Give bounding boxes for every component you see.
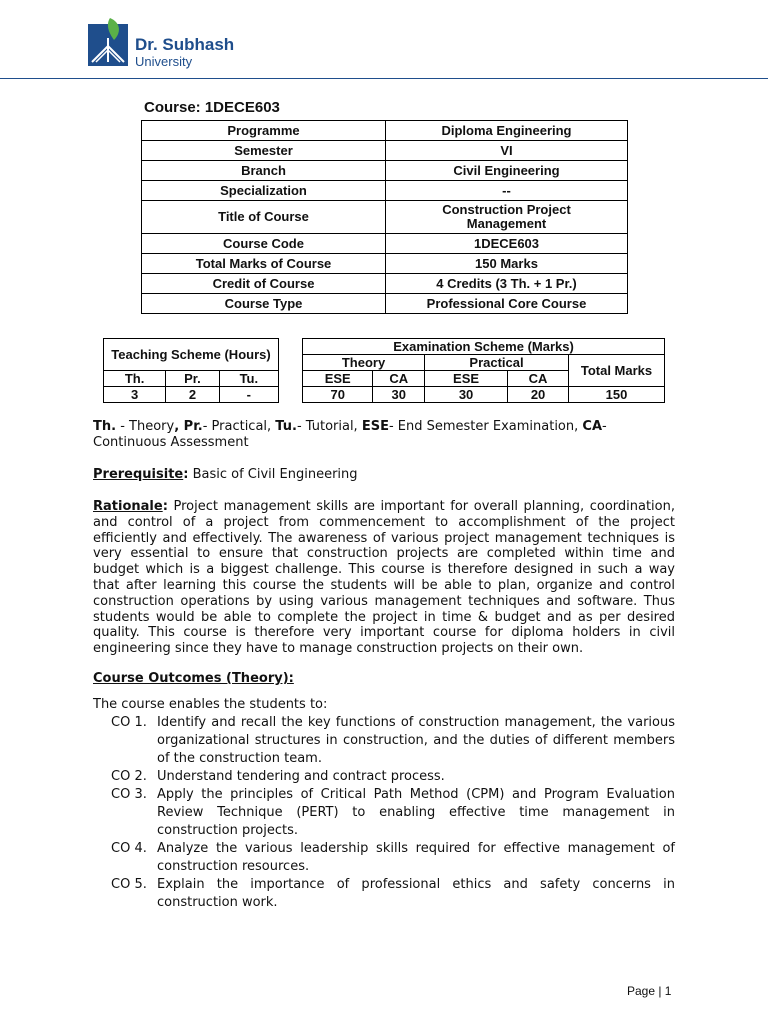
- course-outcome-item: [111, 840, 675, 876]
- abbr-pr-desc: - Practical,: [202, 419, 276, 434]
- course-row: [142, 161, 628, 181]
- abbr-ca-desc: - Continuous Assessment: [93, 419, 607, 450]
- exam-col-theory-ca: CA: [373, 371, 425, 387]
- course-row-label: Title of Course: [142, 201, 386, 234]
- course-outcomes-list: [111, 714, 675, 912]
- course-outcome-text: Explain the importance of professional ethics and safety concerns in construction work.: [157, 877, 675, 910]
- abbr-th: Th.: [93, 419, 117, 434]
- teaching-scheme-table: [103, 338, 279, 403]
- course-row-value: 150 Marks: [386, 254, 628, 274]
- course-row-label: Branch: [142, 161, 386, 181]
- course-row-value: 1DECE603: [386, 234, 628, 254]
- abbr-tu: Tu.: [275, 419, 297, 434]
- abbr-tu-desc: - Tutorial,: [296, 419, 362, 434]
- course-outcome-number: CO 5.: [111, 877, 147, 892]
- course-row: [142, 121, 628, 141]
- course-outcome-text: Understand tendering and contract process.: [157, 769, 445, 784]
- course-outcomes-heading: [93, 671, 675, 687]
- course-row-value: 4 Credits (3 Th. + 1 Pr.): [386, 274, 628, 294]
- exam-col-practical-ca: CA: [508, 371, 569, 387]
- course-row: [142, 201, 628, 234]
- course-outcome-number: CO 2.: [111, 769, 147, 784]
- course-row-value: Civil Engineering: [386, 161, 628, 181]
- exam-practical-heading: Practical: [425, 355, 569, 371]
- exam-val-total: 150: [569, 387, 665, 403]
- abbr-th-desc: - Theory: [116, 419, 175, 434]
- abbr-ca: CA: [582, 419, 603, 434]
- examination-scheme-table: [302, 338, 665, 403]
- exam-val-theory-ca: 30: [373, 387, 425, 403]
- abbr-ese-desc: - End Semester Examination,: [388, 419, 583, 434]
- course-row: [142, 274, 628, 294]
- course-row-value: Construction Project Management: [386, 201, 628, 234]
- university-subtitle: University: [135, 54, 193, 69]
- teaching-col-tu: Tu.: [219, 371, 278, 387]
- course-outcome-item: [111, 714, 675, 768]
- prerequisite-text: Basic of Civil Engineering: [188, 467, 358, 482]
- course-outcome-text: Analyze the various leadership skills required for effective management of construction resources.: [157, 841, 675, 874]
- abbr-ese: ESE: [361, 419, 389, 434]
- course-outcome-number: CO 4.: [111, 841, 147, 856]
- course-row-label: Specialization: [142, 181, 386, 201]
- exam-val-practical-ca: 20: [508, 387, 569, 403]
- page-number: Page | 1: [627, 984, 672, 998]
- exam-scheme-heading: Examination Scheme (Marks): [303, 339, 665, 355]
- teaching-val-th: 3: [104, 387, 166, 403]
- exam-total-heading: Total Marks: [569, 355, 665, 387]
- teaching-scheme-heading: Teaching Scheme (Hours): [104, 339, 279, 371]
- exam-theory-heading: Theory: [303, 355, 425, 371]
- exam-val-practical-ese: 30: [425, 387, 508, 403]
- course-outcomes-intro: The course enables the students to:: [93, 697, 328, 712]
- course-outcome-number: CO 1.: [111, 715, 147, 730]
- course-row-label: Credit of Course: [142, 274, 386, 294]
- course-title: Course: 1DECE603: [144, 99, 280, 116]
- rationale-label: Rationale: [93, 499, 163, 514]
- teaching-col-pr: Pr.: [166, 371, 219, 387]
- course-row-label: Course Type: [142, 294, 386, 314]
- abbr-pr: , Pr.: [174, 419, 203, 434]
- course-row-label: Semester: [142, 141, 386, 161]
- course-outcome-item: [111, 768, 675, 786]
- prerequisite-label: Prerequisite: [93, 467, 184, 482]
- course-details-table: [141, 120, 628, 314]
- course-row: [142, 141, 628, 161]
- rationale-colon: :: [162, 499, 168, 514]
- course-row: [142, 294, 628, 314]
- university-name: Dr. Subhash: [135, 35, 235, 54]
- teaching-val-pr: 2: [166, 387, 219, 403]
- course-row: [142, 181, 628, 201]
- university-logo-icon: [88, 18, 128, 66]
- course-outcome-text: Identify and recall the key functions of construction management, the various organizational structures in construction, and the duties of different members of the construction team.: [157, 715, 675, 766]
- rationale-paragraph: [93, 499, 675, 657]
- prerequisite-colon: :: [183, 467, 189, 482]
- course-outcome-number: CO 3.: [111, 787, 147, 802]
- course-outcomes-title: Course Outcomes (Theory):: [93, 671, 294, 686]
- course-outcome-item: [111, 876, 675, 912]
- teaching-col-th: Th.: [104, 371, 166, 387]
- course-row-value: VI: [386, 141, 628, 161]
- exam-col-theory-ese: ESE: [303, 371, 373, 387]
- course-row-value: --: [386, 181, 628, 201]
- course-row-value: Professional Core Course: [386, 294, 628, 314]
- course-outcome-item: [111, 786, 675, 840]
- abbreviations-note: [93, 419, 675, 451]
- prerequisite-paragraph: [93, 467, 675, 483]
- course-row-label: Course Code: [142, 234, 386, 254]
- exam-col-practical-ese: ESE: [425, 371, 508, 387]
- page-header: [0, 0, 768, 79]
- course-row: [142, 234, 628, 254]
- course-row-label: Programme: [142, 121, 386, 141]
- rationale-text: Project management skills are important for overall planning, coordination, and control of a project from commencement to accomplishment of the project efficiently and effectively. The awareness of various project management techniques is very essential to ensure that construction projects are completed within time and budget which is a biggest challenge. This course is therefore designed in such a way that after learning this course the students will be able to plan, organize and control construction operations by using various management techniques and software. Thus students would be able to complete the project in time & budget and as per desired quality. This course is therefore very important course for diploma holders in civil engineering since they have to manage construction projects on their own.: [93, 499, 675, 657]
- course-row-label: Total Marks of Course: [142, 254, 386, 274]
- course-row: [142, 254, 628, 274]
- exam-val-theory-ese: 70: [303, 387, 373, 403]
- course-outcome-text: Apply the principles of Critical Path Method (CPM) and Program Evaluation Review Technique (PERT) to enabling effective time management in construction projects.: [157, 787, 675, 838]
- teaching-val-tu: -: [219, 387, 278, 403]
- course-row-value: Diploma Engineering: [386, 121, 628, 141]
